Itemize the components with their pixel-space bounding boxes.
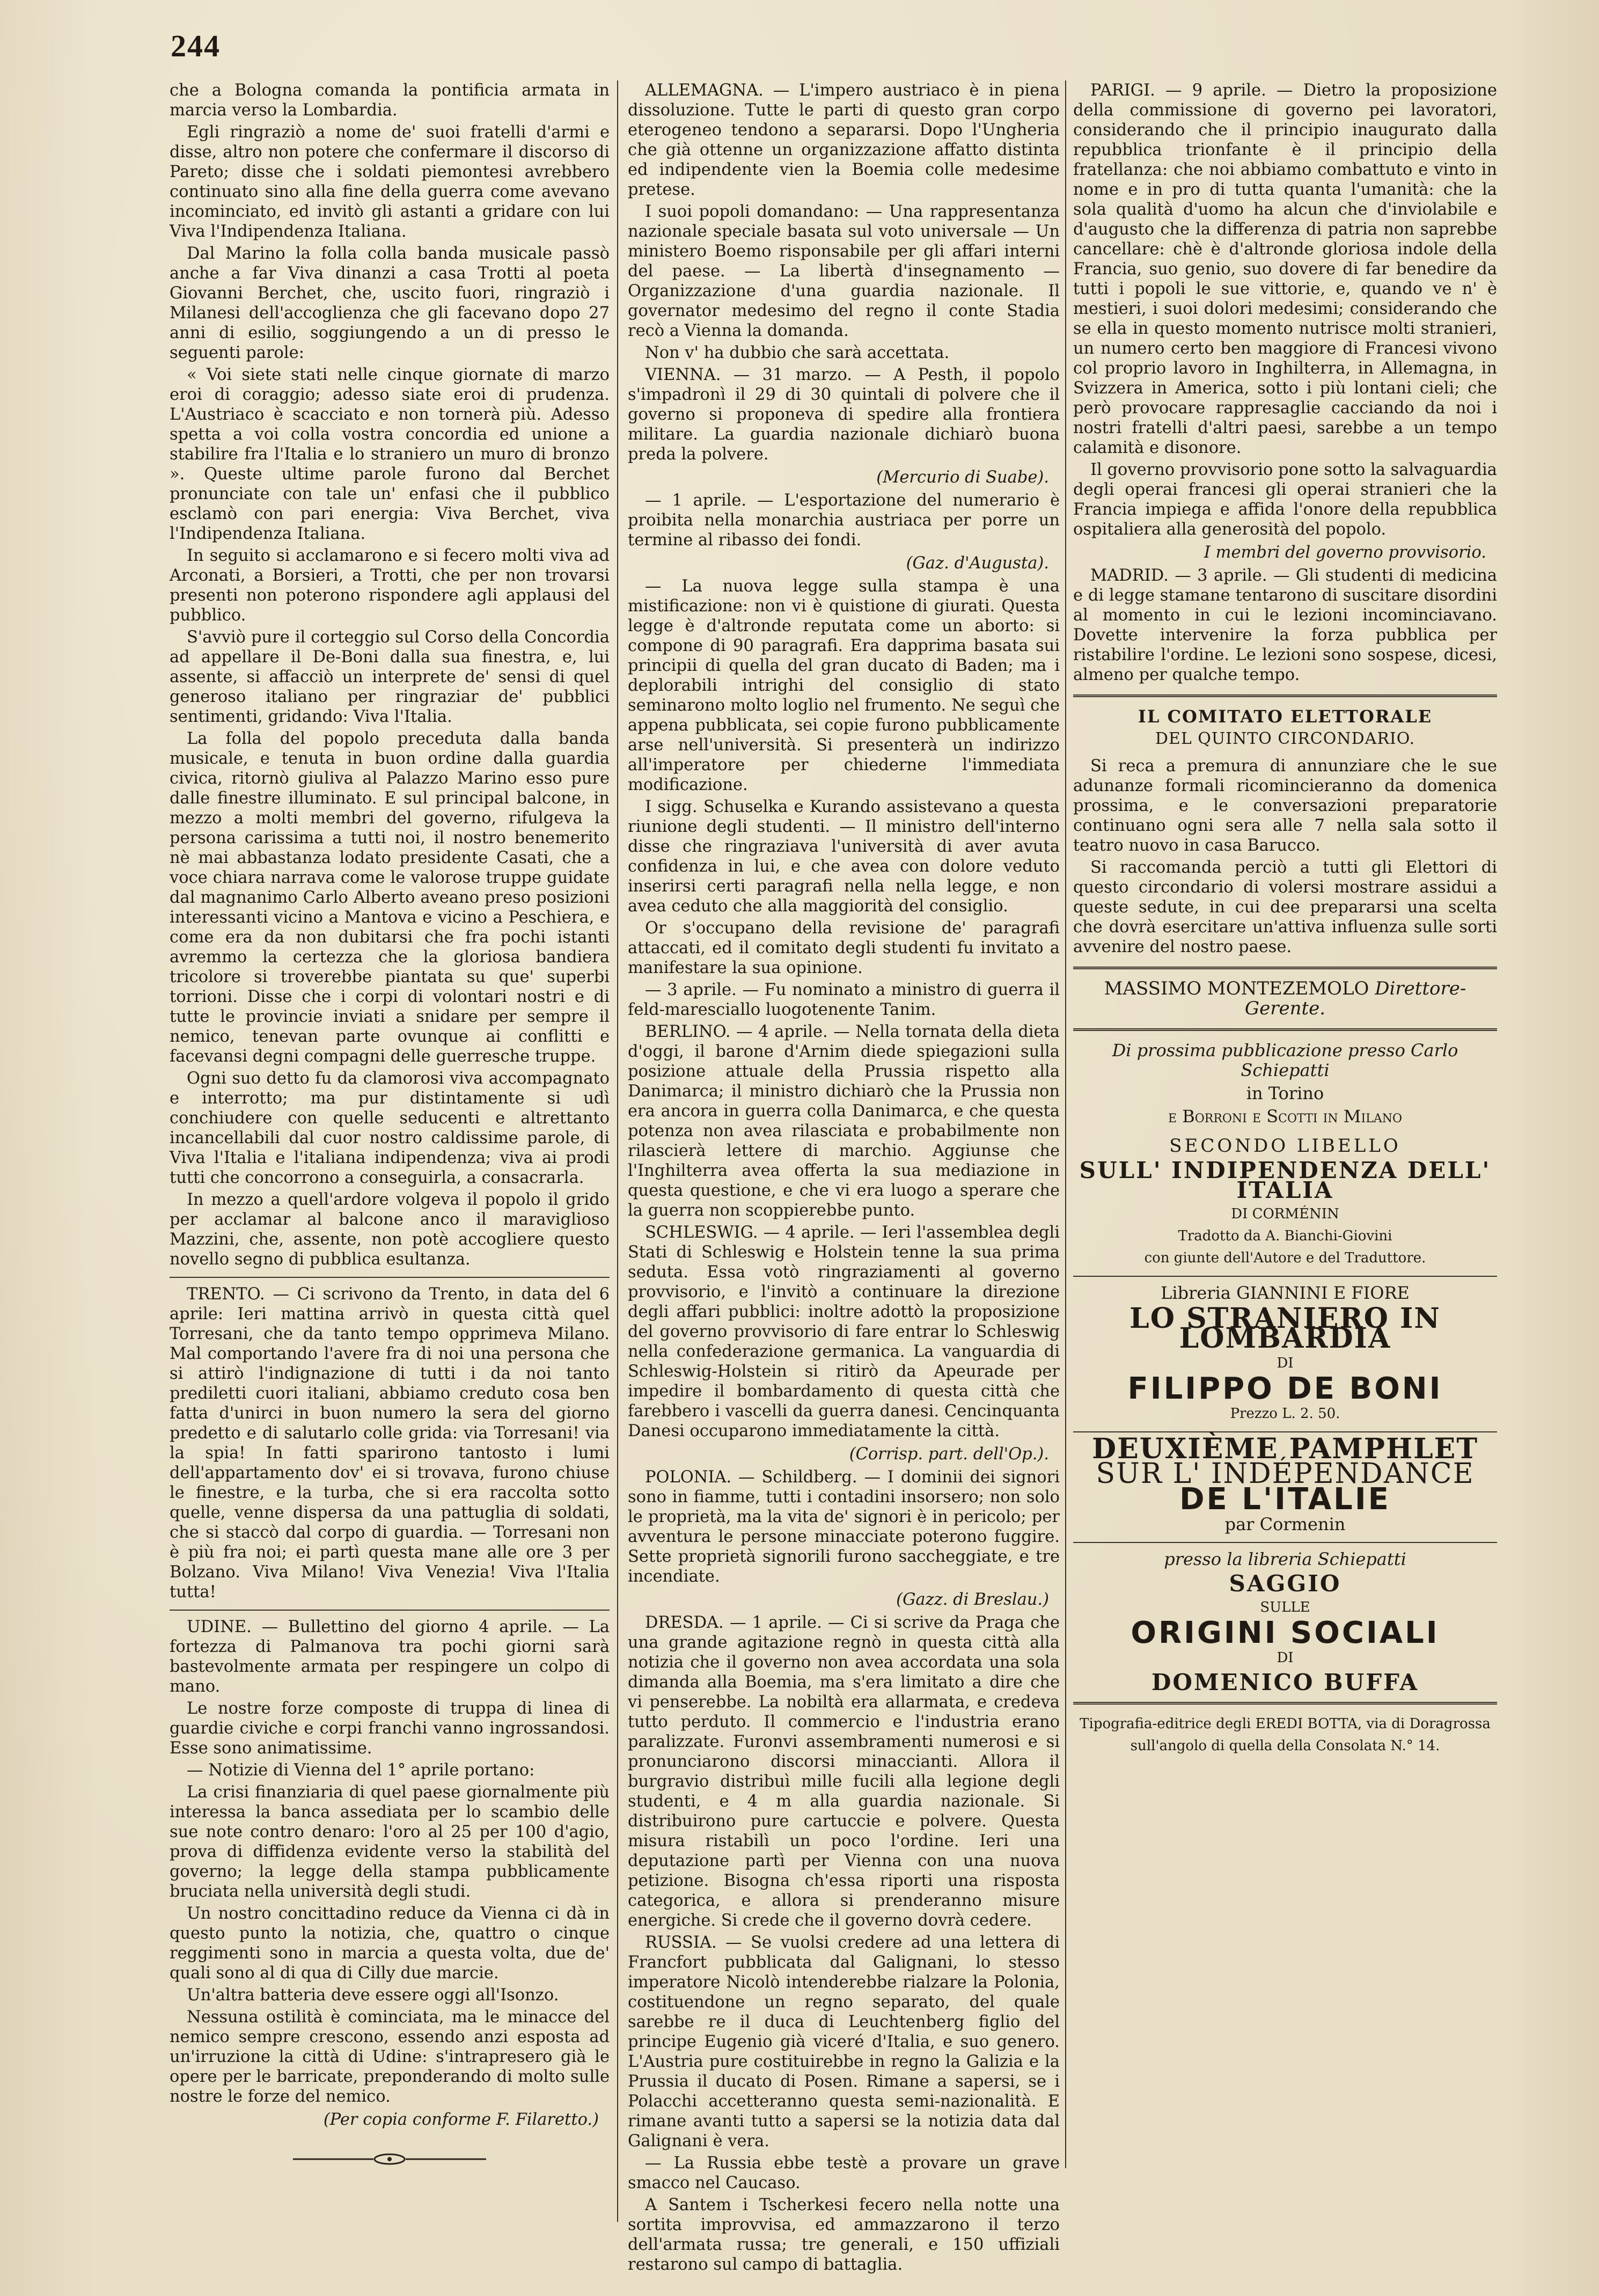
ad-line: con giunte dell'Autore e del Traduttore. (1144, 1250, 1426, 1266)
article-paragraph: I suoi popoli domandano: — Una rappresentanza nazionale speciale basata sul voto universale — Un ministero Boemo risponsabile per gli affari interni del paese. — La libertà d'insegnamento — Organizzazione d'una guardia nazionale. Il governator medesimo del regno il conte Stadia recò a Vienna la domanda. (628, 202, 1060, 340)
signature: I membri del governo provvisorio. (1204, 543, 1486, 562)
article-paragraph: « Voi siete stati nelle cinque giornate di marzo eroi di coraggio; adesso siate eroi di prudenza. L'Austriaco è scacciato e non tornerà più. Adesso spetta a voi colla vostra concordia ed unione a stabilire fra l'Italia e lo straniero un muro di bronzo ». Queste ultime parole furono dal Berchet pronunciate con tale un' enfasi che il pubblico esclamò con pari energia: Viva Berchet, viva l'Indipendenza Italiana. (170, 365, 610, 543)
ad-subtitle: DEL QUINTO CIRCONDARIO. (1155, 729, 1415, 748)
source-citation: (Mercurio di Suabe). (876, 468, 1049, 487)
article-paragraph: Il governo provvisorio pone sotto la salvaguardia degli operai francesi gli operai stranieri che la Francia impiega e affida l'onore della repubblica ospitaliera alla generosità del popolo. (1073, 460, 1497, 539)
article-paragraph: A Santem i Tscherkesi fecero nella notte una sortita improvvisa, ed ammazzarono il terzo dell'armata russa; tre generali, e 150 uffiziali restarono sul campo di battaglia. (628, 2196, 1060, 2274)
ad-line: Libreria GIANNINI E FIORE (1161, 1283, 1410, 1303)
article-paragraph: S'avviò pure il corteggio sul Corso della Concordia ad appellare il De-Boni dalla sua finestra, e, lui assente, si affacciò un interprete de' sensi di quel generoso italiano per ringraziar de' pubblici sentimenti, gridando: Viva l'Italia. (170, 628, 610, 726)
section-divider (1073, 1542, 1497, 1543)
ad-line: DI (1277, 1650, 1294, 1666)
article-paragraph: La folla del popolo preceduta dalla banda musicale, e tenuta in buon ordine dalla guardia civica, ritornò giuliva al Palazzo Marino esso pure dalle finestre illuminato. E sul principal balcone, in mezzo a molti membri del governo, rifulgeva la persona carissima a tutti noi, il nostro benemerito nè mai abbastanza lodato presidente Casati, che a voce chiara narrava come le valorose truppe guidate dal magnanimo Carlo Alberto aveano preso posizioni interessanti vicino a Mantova e vicino a Peschiera, e come era da non dubitarsi che fra pochi istanti avremmo la certezza che la gloriosa bandiera tricolore si troverebbe piantata su que' superbi torrioni. Disse che i corpi di volontari nostri e di tutte le provincie inviati a snidare per sempre il nemico, tenevan parte ovunque ai conflitti e facevansi degni compagni delle guerresche truppe. (170, 729, 610, 1066)
source-citation: (Gazz. di Breslau.) (896, 1590, 1049, 1609)
article-paragraph: Le nostre forze composte di truppa di linea di guardie civiche e corpi franchi vanno ingrossandosi. Esse sono animatissime. (170, 1699, 610, 1758)
ad-straniero-lombardia (1073, 1283, 1497, 1424)
page-number: 244 (171, 28, 221, 63)
section-divider (170, 1610, 610, 1611)
ad-author: DOMENICO BUFFA (1151, 1669, 1419, 1695)
article-paragraph: Non v' ha dubbio che sarà accettata. (645, 343, 950, 362)
ad-title: IL COMITATO ELETTORALE (1138, 706, 1433, 727)
ornament-rule-icon (293, 2151, 486, 2167)
column-3 (1073, 81, 1497, 1758)
article-russia: RUSSIA. — Se vuolsi credere ad una lettera di Francfort pubblicata dal Galignani, lo stesso imperatore Nicolò intenderebbe rialzare la Polonia, costituendone un regno separato, del quale sarebbe re il duca di Leuchtenberg figlio del principe Eugenio già viceré d'Italia, e suo genero. L'Austria pure costituirebbe in regno la Galizia e la Prussia il ducato di Posen. Rimane a sapersi, se i Polacchi accetteranno questa semi-nazionalità. E rimane avanti tutto a sapersi se la notizia data dal Galignani è vera. (628, 1933, 1060, 2151)
article-paragraph: — Notizie di Vienna del 1° aprile portano: (187, 1761, 535, 1780)
ad-line: Tradotto da A. Bianchi-Giovini (1178, 1228, 1392, 1244)
article-dresda: DRESDA. — 1 aprile. — Ci si scrive da Praga che una grande agitazione regnò in questa città alla notizia che il governo non avea accordata una sola dimanda alla Boemia, ma s'era limitato a dire che vi penserebbe. La nobiltà era allarmata, e credeva tutto perduto. Il commercio e l'industria erano paralizzate. Furonvi assembramenti numerosi e si pronunciarono discorsi minaccianti. Allora il burgravio distribuì mille fucili alla legione degli studenti, e 4 m alla guardia nazionale. Si distribuirono pure cartuccie e polvere. Questa misura ristabilì un poco l'ordine. Ieri una deputazione partì per Vienna con una nuova petizione. Bisogna ch'essa riporti una risposta categorica, e allora si prenderanno misure energiche. Si crede che il governo dovrà cedere. (628, 1613, 1060, 1930)
article-paragraph: Egli ringraziò a nome de' suoi fratelli d'armi e disse, altro non potere che confermare il discorso di Pareto; disse che i soldati piemontesi avrebbero continuato sino alla fine della guerra come avevano incominciato, ed invitò gli astanti a gridare con lui Viva l'Indipendenza Italiana. (170, 123, 610, 241)
ad-author: FILIPPO DE BONI (1127, 1371, 1443, 1406)
section-divider (1073, 1702, 1497, 1705)
article-paragraph: — 3 aprile. — Fu nominato a ministro di guerra il feld-maresciallo luogotenente Tanim. (628, 981, 1060, 1019)
source-citation: (Gaz. d'Augusta). (906, 554, 1049, 573)
column-rule-1 (617, 81, 618, 2222)
imprint-line: sull'angolo di quella della Consolata N.° 14. (1130, 1738, 1440, 1754)
section-divider (1073, 1028, 1497, 1031)
article-udine: UDINE. — Bullettino del giorno 4 aprile. — La fortezza di Palmanova tra pochi giorni sarà bastevolmente armata per respingere un colpo di mano. (170, 1618, 610, 1696)
article-schleswig: SCHLESWIG. — 4 aprile. — Ieri l'assemblea degli Stati di Schleswig e Holstein tenne la sua prima seduta. Essa votò ringraziamenti al governo provvisorio, e l'invitò a continuare la direzione degli affari pubblici: inoltre adottò la proposizione del governo provvisorio di fare entrar lo Schleswig nella confederazione germanica. La vanguardia di Schleswig-Holstein si ritirò da Apeurade per impedire il bombardamento di questa città che farebbero i vascelli da guerra danesi. Cencinquanta Danesi occuparono immediatamente la città. (628, 1223, 1060, 1441)
ad-author: DI CORMÉNIN (1231, 1206, 1339, 1222)
ad-title: LO STRANIERO IN LOMBARDIA (1129, 1302, 1441, 1355)
article-paragraph: che a Bologna comanda la pontificia armata in marcia verso la Lombardia. (170, 81, 610, 120)
ad-title: SUR L' INDÉPENDANCE (1096, 1458, 1475, 1490)
article-paragraph: Or s'occupano della revisione de' paragrafi attaccati, ed il comitato degli studenti fu invitato a manifestare la sua opinione. (628, 919, 1060, 977)
ad-paragraph: Si reca a premura di annunziare che le sue adunanze formali ricomincieranno da domenica prossima, e le conversazioni preparatorie continuano ogni sera alle 7 nella sala sotto il teatro nuovo in casa Barucco. (1073, 757, 1497, 855)
column-2 (628, 81, 1060, 2277)
ad-author: par Cormenin (1224, 1514, 1346, 1534)
director-role: Direttore-Gerente. (1244, 978, 1466, 1019)
article-paragraph: Un nostro concittadino reduce da Vienna ci dà in questo punto la notizia, che, quattro o cinque reggimenti sono in marcia a questa volta, due de' quali sono al di qua di Cilly due marcie. (170, 1904, 610, 1983)
article-parigi: PARIGI. — 9 aprile. — Dietro la proposizione della commissione di governo pei lavoratori, considerando che il principio inaugurato dalla repubblica trionfante è il principio della fratellanza: che noi abbiamo combattuto e vinto in nome e in pro di tutta quanta l'umanità: che la sola qualità d'uomo ha alcun che d'inviolabile e d'augusto che la differenza di patria non saprebbe cancellare: chè è d'altronde gloriosa indole della Francia, suo genio, suo dovere di far benedire da tutti i popoli le sue vittorie, e, quando ve n' è mestieri, i suoi dolori medesimi; considerando che se ella in questo momento nutrisce molti stranieri, un numero certo ben maggiore di Francesi vivono col proprio lavoro in Inghilterra, in Allemagna, in Svizzera in America, sotto i più lontani cieli; che però provocare rappresaglie cacciando da noi i nostri fratelli d'altri paesi, sarebbe a un tempo calamità e disonore. (1073, 81, 1497, 457)
article-paragraph: In seguito si acclamarono e si fecero molti viva ad Arconati, a Borsieri, a Trotti, che per non trovarsi presenti non poterono rispondere agli applausi del pubblico. (170, 546, 610, 625)
ad-title: DEUXIÈME PAMPHLET (1091, 1432, 1479, 1465)
column-1 (170, 81, 610, 2182)
section-divider (1073, 967, 1497, 969)
article-paragraph: In mezzo a quell'ardore volgeva il popolo il grido per acclamar al balcone anco il maraviglioso Mazzini, che, assente, non potè accogliere questo novello segno di pubblica esultanza. (170, 1190, 610, 1269)
ad-title: ORIGINI SOCIALI (1131, 1615, 1440, 1650)
article-berlino: BERLINO. — 4 aprile. — Nella tornata della dieta d'oggi, il barone d'Arnim diede spiegazioni sulla posizione attuale della Prussia rispetto alla Danimarca; il ministro dichiarò che la Prussia non era ancora in guerra colla Danimarca, e che questa potenza non avea rilasciata e probabilmente non rilascierà lettere di marchio. Aggiunse che l'Inghilterra avea offerta la sua mediazione in questa questione, e che vi era luogo a sperare che la guerra non scoppierebbe punto. (628, 1022, 1060, 1220)
article-allemagna: ALLEMAGNA. — L'impero austriaco è in piena dissoluzione. Tutte le parti di questo gran corpo eterogeneo tendono a separarsi. Dopo l'Ungheria che già ottenne un organizzazione affatto distinta ed indipendente vien la Boemia colle medesime pretese. (628, 81, 1060, 199)
ad-price: Prezzo L. 2. 50. (1230, 1406, 1340, 1422)
imprint (1073, 1714, 1497, 1756)
ad-line: e Borroni e Scotti in Milano (1168, 1106, 1403, 1127)
article-paragraph: Ogni suo detto fu da clamorosi viva accompagnato e interrotto; ma pur distintamente si udì conchiudere con quelle seducenti e altrettanto incancellabili dal cuor nostro caldissime parole, di Viva l'Italia e l'italiana indipendenza; viva ai prodi tutti che concorrono a conseguirla, a consacrarla. (170, 1069, 610, 1187)
signature: (Per copia conforme F. Filaretto.) (323, 2110, 599, 2129)
ad-title: DE L'ITALIE (1179, 1482, 1391, 1517)
ad-saggio (1073, 1549, 1497, 1695)
article-paragraph: Un'altra batteria deve essere oggi all'Isonzo. (187, 1986, 559, 2005)
imprint-line: Tipografia-editrice degli EREDI BOTTA, via di Doragrossa (1080, 1716, 1491, 1732)
ad-title: SECONDO LIBELLO (1169, 1135, 1401, 1157)
article-paragraph: La crisi finanziaria di quel paese giornalmente più interessa la banca assediata per lo scambio delle sue note contro denaro: l'oro al 25 per 100 d'agio, prova di diffidenza evidente verso la stabilità del governo; la legge della stampa pubblicamente bruciata nella università degli studi. (170, 1783, 610, 1901)
ad-line: DI (1277, 1355, 1294, 1371)
article-polonia: POLONIA. — Schildberg. — I dominii dei signori sono in fiamme, tutti i contadini insorsero; non solo le proprietà, ma la vita de' signori è in pericolo; per avventura le persone minacciate poterono fuggire. Sette proprietà signorili furono saccheggiate, e tre incendiate. (628, 1468, 1060, 1586)
section-divider (170, 1277, 610, 1278)
ad-line: SULLE (1260, 1599, 1310, 1615)
article-paragraph: Nessuna ostilità è cominciata, ma le minacce del nemico sempre crescono, essendo anzi esposta ad un'irruzione la città di Udine: s'intrapresero già le opere per le barricate, preponderando di molto sulle nostre le forze del nemico. (170, 2008, 610, 2106)
section-divider (1073, 694, 1497, 697)
section-divider (1073, 1276, 1497, 1277)
article-trento: TRENTO. — Ci scrivono da Trento, in data del 6 aprile: Ieri mattina arrivò in questa città quel Torresani, che da tanto tempo opprimeva Milano. Mal comportando l'avere fra di noi una persona che si attirò l'indignazione di tutti i da noi tanto prediletti cuori italiani, abbiamo creduto cosa ben fatta d'unirci in buon numero la sera del giorno predetto e di salutarlo colle grida: via Torresani! via la spia! In fatti sparirono tantosto i lumi dell'appartamento dov' ei si trovava, furono chiuse le finestre, e la turba, che si era raccolta sotto quelle, venne dispersa da una pattuglia di soldati, che si staccò dal corpo di guardia. — Torresani non è più fra noi; ei partì questa mane alle ore 3 per Bolzano. Viva Milano! Viva Venezia! Viva l'Italia tutta! (170, 1285, 610, 1602)
ad-title: SAGGIO (1229, 1570, 1341, 1597)
column-rule-2 (1065, 81, 1066, 2168)
ad-line: presso la libreria Schiepatti (1164, 1549, 1406, 1569)
article-vienna: VIENNA. — 31 marzo. — A Pesth, il popolo s'impadronì il 29 di 30 quintali di polvere che il governo si proponeva di spedire alla frontiera militare. La guardia nazionale dichiarò buona preda la polvere. (628, 365, 1060, 464)
article-paragraph: Dal Marino la folla colla banda musicale passò anche a far Viva dinanzi a casa Trotti al poeta Giovanni Berchet, che, uscito fuori, ringraziò i Milanesi dell'accoglienza che gli facevano dopo 27 anni di esilio, soggiungendo a un di presso le seguenti parole: (170, 244, 610, 362)
article-madrid: MADRID. — 3 aprile. — Gli studenti di medicina e di legge stamane tentarono di suscitare disordini al momento in cui le lezioni incominciavano. Dovette intervenire la forza pubblica per ristabilire l'ordine. Le lezioni sono sospese, dicesi, almeno per qualche tempo. (1073, 566, 1497, 684)
ornament-divider (170, 2151, 610, 2171)
article-paragraph: I sigg. Schuselka e Kurando assistevano a questa riunione degli studenti. — Il ministro dell'interno disse che ringraziava l'università di aver avuta confidenza in lui, e che avea con dolore veduto inserirsi certi paragrafi nella nella legge, e non avea ceduto che alla maggiorità del consiglio. (628, 798, 1060, 916)
ad-paragraph: Si raccomanda perciò a tutti gli Elettori di questo circondario di volersi mostrare assidui a queste sedute, in cui dee prepararsi una scelta che dovrà esercitare un'attiva influenza sulle sorti avvenire del nostro paese. (1073, 858, 1497, 956)
source-citation: (Corrisp. part. dell'Op.). (849, 1445, 1049, 1464)
ad-comitato-elettorale (1073, 707, 1497, 957)
ad-line: in Torino (1246, 1083, 1324, 1103)
ad-secondo-libello (1073, 1041, 1497, 1268)
article-paragraph: — La nuova legge sulla stampa è una mistificazione: non vi è quistione di giurati. Questa legge è d'altronde reputata come un aborto: si compone di 90 paragrafi. Era dapprima basata sui principii di quella del gran ducato di Baden; ma i deplorabili intrighi del consiglio di stato seminarono molto loglio nel frumento. Ne seguì che appena pubblicata, sei copie furono pubblicamente arse nell'università. Si presenterà un indirizzo all'imperatore per chiederne l'immediata modificazione. (628, 577, 1060, 794)
director-line (1073, 979, 1497, 1019)
director-name: MASSIMO MONTEZEMOLO (1104, 978, 1369, 999)
ad-line: Di prossima pubblicazione presso Carlo Schiepatti (1112, 1040, 1458, 1080)
ad-deuxieme-pamphlet (1073, 1432, 1497, 1534)
article-paragraph: — La Russia ebbe testè a provare un grave smacco nel Caucaso. (628, 2154, 1060, 2192)
ad-title: SULL' INDIPENDENZA DELL' ITALIA (1079, 1157, 1491, 1203)
article-paragraph: — 1 aprile. — L'esportazione del numerario è proibita nella monarchia austriaca per porre un termine al ribasso dei fondi. (628, 491, 1060, 550)
